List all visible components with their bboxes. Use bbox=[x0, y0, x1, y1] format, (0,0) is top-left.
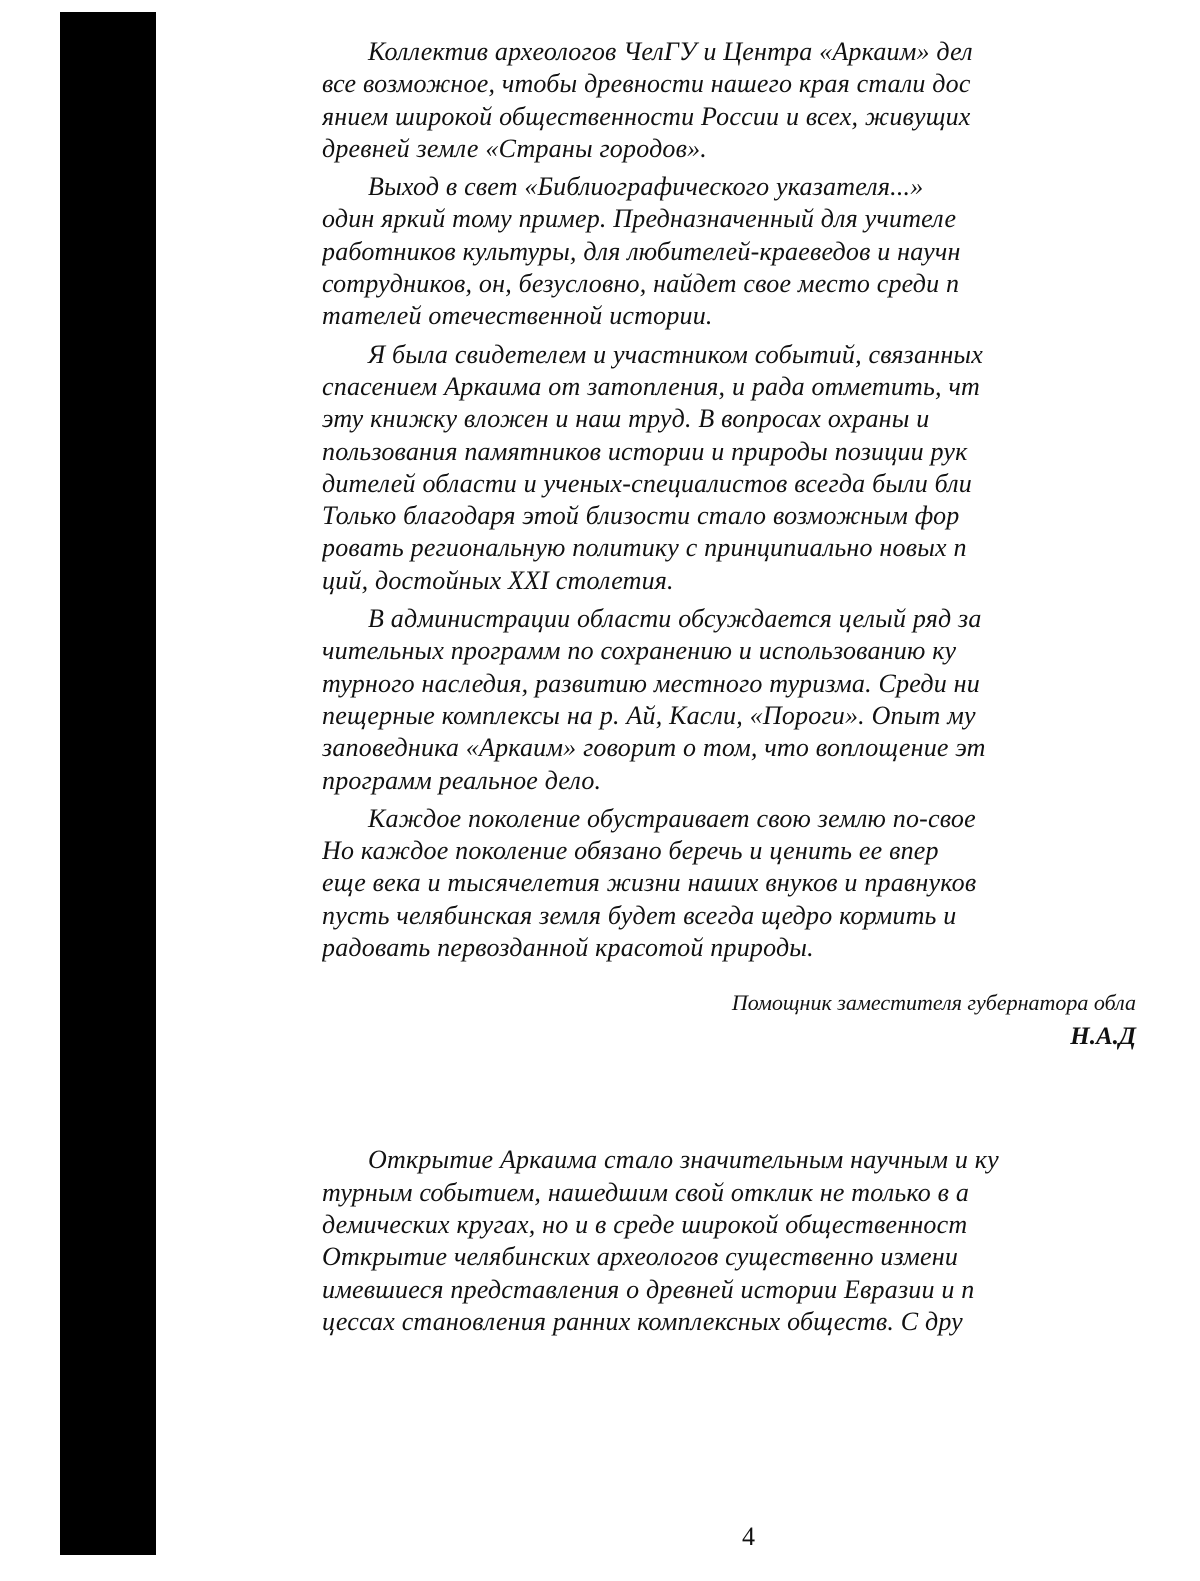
text-line: пусть челябинская земля будет всегда щедро кормить и bbox=[322, 900, 957, 930]
text-line: чительных программ по сохранению и использованию ку bbox=[322, 636, 957, 666]
paragraph bbox=[322, 603, 1200, 797]
text-line: янием широкой общественности России и всех, живущих bbox=[322, 101, 971, 131]
text-line: Выход в свет «Библиографического указателя...» bbox=[368, 172, 924, 202]
text-line: программ реальное дело. bbox=[322, 765, 602, 795]
text-line: Но каждое поколение обязано беречь и ценить ее впер bbox=[322, 836, 939, 866]
signature-block bbox=[322, 986, 1200, 1054]
signature-name: Н.А.Д bbox=[1070, 1023, 1136, 1051]
text-section-foreword bbox=[322, 36, 1200, 964]
text-line: цессах становления ранних комплексных обществ. С дру bbox=[322, 1306, 963, 1336]
text-line: Только благодаря этой близости стало возможным фор bbox=[322, 501, 960, 531]
text-line: Открытие челябинских археологов существенно измени bbox=[322, 1242, 959, 1272]
text-section-second bbox=[322, 1144, 1200, 1338]
page-text bbox=[322, 36, 1200, 1344]
signature-role: Помощник заместителя губернатора обла bbox=[731, 990, 1136, 1016]
text-line: тателей отечественной истории. bbox=[322, 301, 713, 331]
paragraph bbox=[322, 803, 1200, 964]
page-number: 4 bbox=[742, 1522, 755, 1551]
text-line: пещерные комплексы на р. Ай, Касли, «Пороги». Опыт му bbox=[322, 700, 976, 730]
text-line: ций, достойных XXI столетия. bbox=[322, 565, 674, 595]
text-line: Коллектив археологов ЧелГУ и Центра «Аркаим» дел bbox=[368, 37, 973, 66]
text-line: дителей области и ученых-специалистов всегда были бли bbox=[322, 468, 972, 498]
text-line: Я была свидетелем и участником событий, связанных bbox=[368, 339, 983, 369]
text-line: турным событием, нашедшим свой отклик не только в а bbox=[322, 1177, 970, 1207]
text-line: пользования памятников истории и природы позиции рук bbox=[322, 436, 968, 466]
text-line: имевшиеся представления о древней истории Евразии и п bbox=[322, 1274, 975, 1304]
text-line: работников культуры, для любителей-краеведов и научн bbox=[322, 236, 961, 266]
paragraph bbox=[322, 1144, 1200, 1338]
text-line: радовать первозданной красотой природы. bbox=[322, 933, 814, 963]
text-line: Открытие Аркаима стало значительным научным и ку bbox=[368, 1145, 999, 1175]
paragraph bbox=[322, 171, 1200, 332]
text-line: сотрудников, он, безусловно, найдет свое место среди п bbox=[322, 269, 960, 299]
text-line: все возможное, чтобы древности нашего края стали дос bbox=[322, 69, 971, 99]
scan-black-margin bbox=[60, 12, 156, 1555]
text-line: спасением Аркаима от затопления, и рада отметить, чт bbox=[322, 371, 981, 401]
text-line: один яркий тому пример. Предназначенный для учителе bbox=[322, 204, 957, 234]
text-line: демических кругах, но и в среде широкой общественност bbox=[322, 1209, 968, 1239]
text-line: турного наследия, развитию местного туризма. Среди ни bbox=[322, 668, 980, 698]
text-line: В администрации области обсуждается целый ряд за bbox=[368, 604, 982, 634]
paragraph bbox=[322, 339, 1200, 597]
text-line: эту книжку вложен и наш труд. В вопросах охраны и bbox=[322, 404, 930, 434]
paragraph bbox=[322, 36, 1200, 165]
text-line: еще века и тысячелетия жизни наших внуков и правнуков bbox=[322, 868, 977, 898]
text-line: Каждое поколение обустраивает свою землю по-свое bbox=[368, 803, 976, 833]
text-line: древней земле «Страны городов». bbox=[322, 133, 708, 163]
text-line: заповедника «Аркаим» говорит о том, что воплощение эт bbox=[322, 733, 986, 763]
text-line: ровать региональную политику с принципиально новых п bbox=[322, 533, 967, 563]
